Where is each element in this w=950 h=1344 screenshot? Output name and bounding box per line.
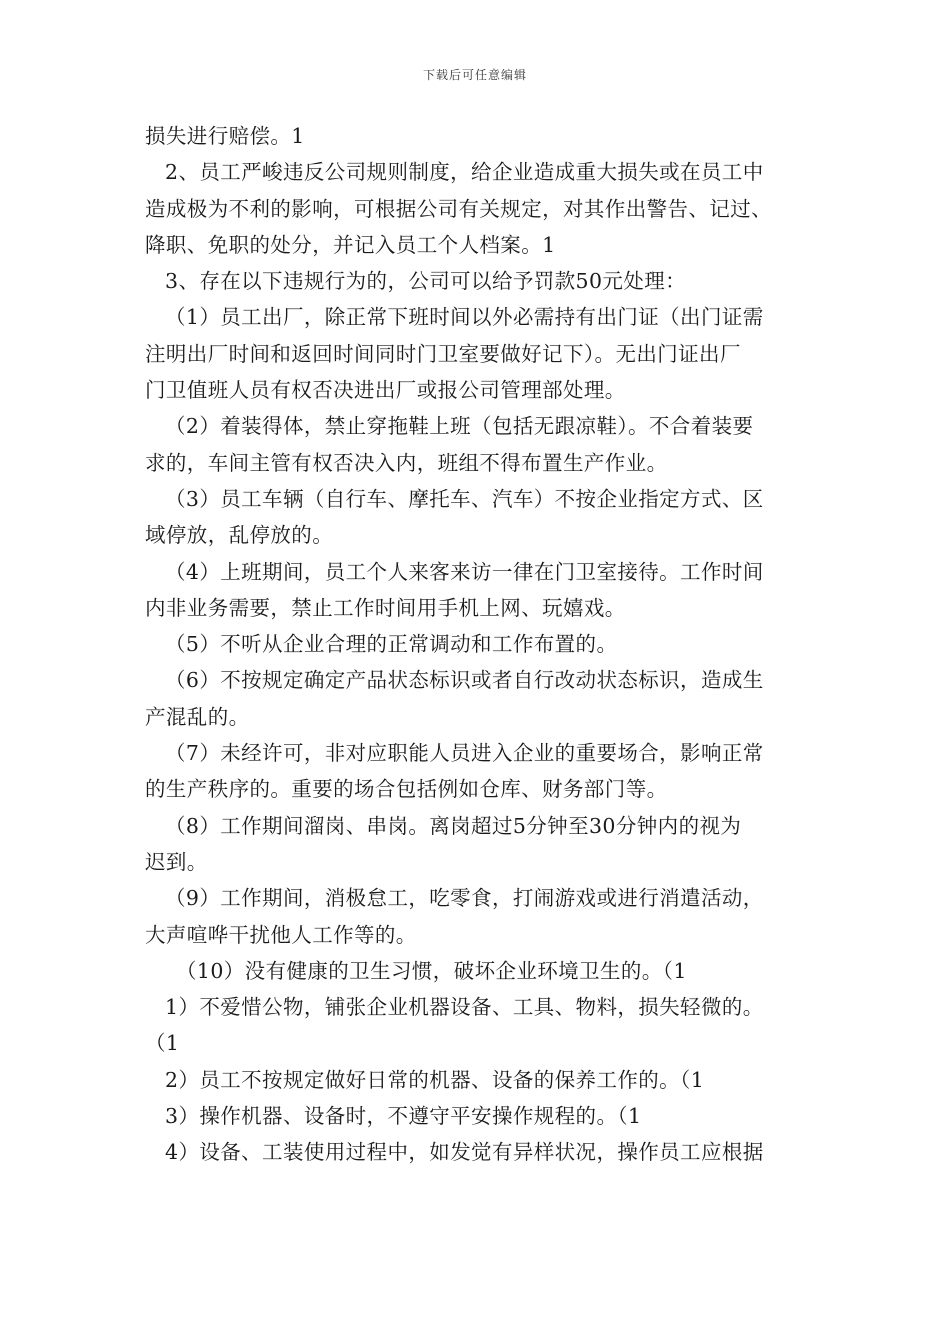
text-line: （3）员工车辆（自行车、摩托车、汽车）不按企业指定方式、区 [165,486,764,511]
text-line: 损失进行赔偿。1 [145,124,305,148]
text-line: 3）操作机器、设备时，不遵守平安操作规程的。（1 [165,1104,642,1129]
text-line: 2）员工不按规定做好日常的机器、设备的保养工作的。（1 [165,1067,705,1092]
text-line: 降职、免职的处分，并记入员工个人档案。1 [145,232,556,257]
text-line: （1）员工出厂，除正常下班时间以外必需持有出门证（出门证需 [165,305,764,330]
text-line: （9）工作期间，消极怠工，吃零食，打闹游戏或进行消遣活动， [165,886,764,911]
text-line: （2）着装得体，禁止穿拖鞋上班（包括无跟凉鞋）。不合着装要 [165,414,754,439]
text-line: 迟到。 [145,849,208,874]
text-line: （8）工作期间溜岗、串岗。离岗超过5分钟至30分钟内的视为 [165,813,742,838]
text-line: （4）上班期间，员工个人来客来访一律在门卫室接待。工作时间 [165,559,764,584]
text-line: 门卫值班人员有权否决进出厂或报公司管理部处理。 [145,378,626,403]
text-line: 求的，车间主管有权否决入内，班组不得布置生产作业。 [145,450,668,475]
text-line: 内非业务需要，禁止工作时间用手机上网、玩嬉戏。 [145,595,626,620]
text-line: 2、员工严峻违反公司规则制度，给企业造成重大损失或在员工中 [165,160,764,185]
text-line: （7）未经许可，非对应职能人员进入企业的重要场合，影响正常 [165,741,764,766]
text-line: 注明出厂时间和返回时间同时门卫室要做好记下）。无出门证出厂 [145,341,741,366]
text-line: 4）设备、工装使用过程中，如发觉有异样状况，操作员工应根据 [165,1140,764,1165]
text-line: 的生产秩序的。重要的场合包括例如仓库、财务部门等。 [145,777,668,802]
text-line: （10）没有健康的卫生习惯，破坏企业环境卫生的。（1 [176,958,687,983]
text-line: 产混乱的。 [145,704,250,729]
page-header: 下载后可任意编辑 [422,68,527,82]
text-line: （5）不听从企业合理的正常调动和工作布置的。 [165,632,618,657]
text-line: 造成极为不利的影响，可根据公司有关规定，对其作出警告、记过、 [145,196,772,221]
text-line: 大声喧哗干扰他人工作等的。 [145,922,417,947]
text-line: （1 [145,1031,180,1056]
text-line: 域停放，乱停放的。 [145,523,334,548]
text-line: 1）不爱惜公物，铺张企业机器设备、工具、物料，损失轻微的。 [165,995,764,1020]
document-body [145,118,825,1171]
text-line: （6）不按规定确定产品状态标识或者自行改动状态标识，造成生 [165,668,764,693]
text-line: 3、存在以下违规行为的，公司可以给予罚款50元处理： [165,269,687,294]
